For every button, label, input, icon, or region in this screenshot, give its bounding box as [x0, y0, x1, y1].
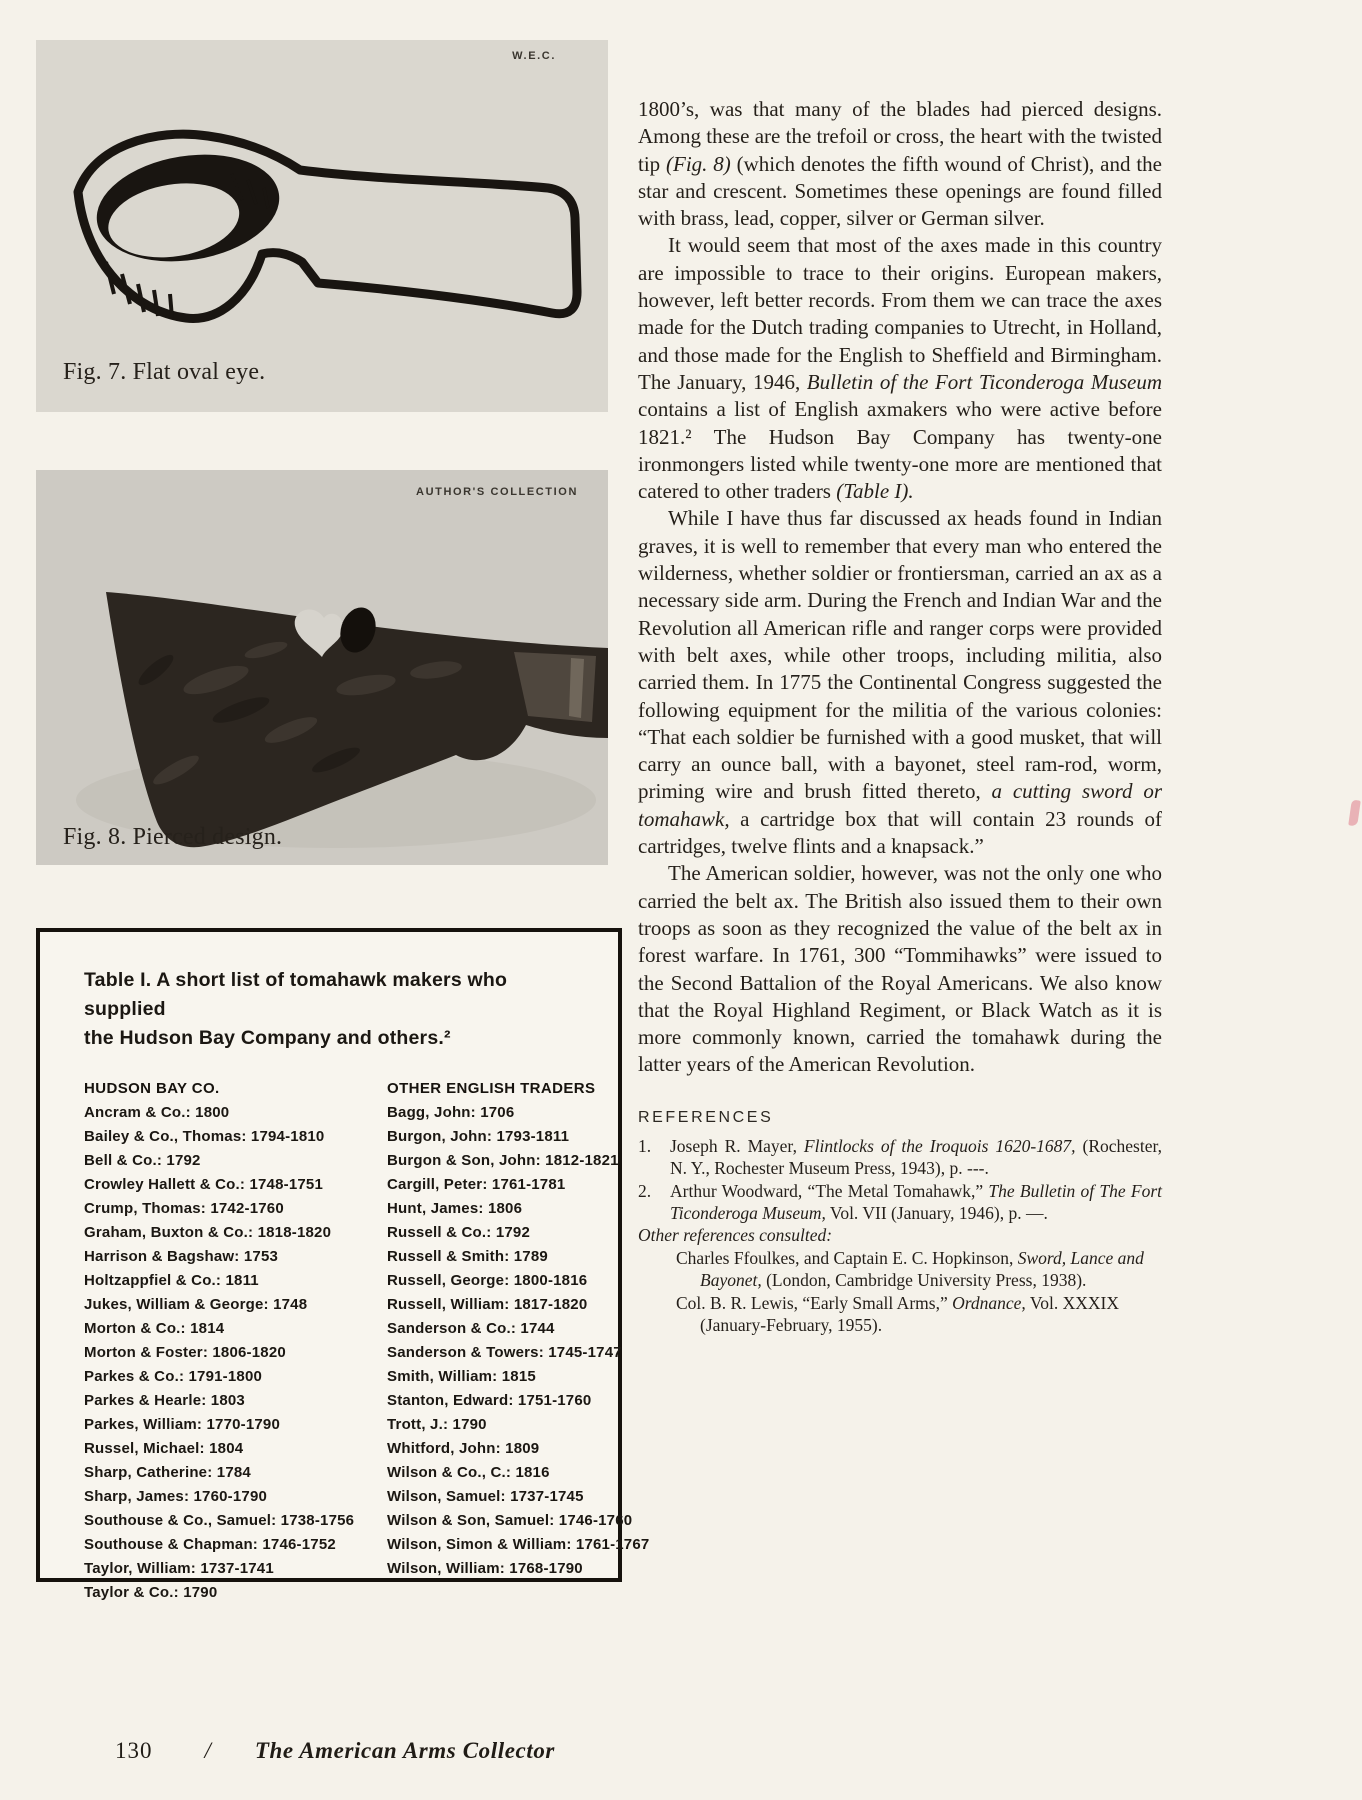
table-entry: Wilson, Samuel: 1737-1745	[387, 1488, 584, 1505]
table-entry: Crump, Thomas: 1742-1760	[84, 1200, 284, 1217]
other-references-heading: Other references consulted:	[638, 1225, 833, 1246]
table-entry: Hunt, James: 1806	[387, 1200, 523, 1217]
table-1-columns	[84, 1077, 650, 1605]
table-entry: Wilson, William: 1768-1790	[387, 1560, 583, 1577]
references-heading: REFERENCES	[638, 1108, 774, 1126]
table-entry: Graham, Buxton & Co.: 1818-1820	[84, 1224, 332, 1241]
table-entry: Cargill, Peter: 1761-1781	[387, 1176, 566, 1193]
figure-8-caption: Fig. 8. Pierced design.	[63, 824, 283, 850]
table-entry: Russell & Co.: 1792	[387, 1224, 531, 1241]
table-entry: Wilson & Co., C.: 1816	[387, 1464, 550, 1481]
table-entry: Bagg, John: 1706	[387, 1104, 515, 1121]
body-paragraph: The American soldier, however, was not the only one who carried the belt ax. The British also issued them to their own troops as soon as they recognized the value of the belt ax in forest warfare. In 1761, 300 “Tommihawks” were issued to the Second Battalion of the Royal Americans. We also know that the Royal Highland Regiment, or Black Watch as it is more commonly known, carried the tomahawk during the latter years of the American Revolution.	[638, 861, 1162, 1077]
table-entry: Bailey & Co., Thomas: 1794-1810	[84, 1128, 325, 1145]
table-entry: Morton & Foster: 1806-1820	[84, 1344, 286, 1361]
table-entry: Sharp, Catherine: 1784	[84, 1464, 251, 1481]
table-entry: Burgon, John: 1793-1811	[387, 1128, 570, 1145]
figure-8	[36, 470, 608, 865]
reference-number: 1.	[638, 1135, 652, 1156]
reference-item	[638, 1180, 1162, 1225]
table-entry: Jukes, William & George: 1748	[84, 1296, 308, 1313]
table-column-header: HUDSON BAY CO.	[84, 1080, 220, 1097]
body-text-column	[638, 96, 1162, 1336]
table-entry: Russell, William: 1817-1820	[387, 1296, 588, 1313]
body-paragraph: 1800’s, was that many of the blades had pierced designs. Among these are the trefoil or cross, the heart with the twisted tip (Fig. 8) (which denotes the fifth wound of Christ), and the star and crescent. Sometimes these openings are found filled with brass, lead, copper, silver or German silver.	[638, 97, 1162, 231]
reference-text: Joseph R. Mayer, Flintlocks of the Iroquois 1620-1687, (Rochester, N. Y., Rochester Museum Press, 1943), p. ---.	[670, 1135, 1162, 1179]
page-number: 130	[115, 1738, 153, 1763]
figure-7	[36, 40, 608, 412]
figure-7-caption: Fig. 7. Flat oval eye.	[63, 359, 266, 385]
table-entry: Sharp, James: 1760-1790	[84, 1488, 268, 1505]
table-entry: Southouse & Chapman: 1746-1752	[84, 1536, 336, 1553]
journal-title: The American Arms Collector	[254, 1738, 555, 1763]
table-1-title	[84, 966, 588, 1053]
table-entry: Taylor & Co.: 1790	[84, 1584, 218, 1601]
body-paragraph: It would seem that most of the axes made in this country are impossible to trace to their origins. European makers, however, left better records. From them we can trace the axes made for the Dutch trading companies to Utrecht, in Holland, and those made for the English to Sheffield and Birmingham. The January, 1946, Bulletin of the Fort Ticonderoga Museum contains a list of English axmakers who were active before 1821.² The Hudson Bay Company has twenty-one ironmongers listed while twenty-one more are mentioned that catered to other traders (Table I).	[638, 233, 1162, 504]
table-column-other-english	[387, 1077, 649, 1605]
table-entry: Wilson, Simon & William: 1761-1767	[387, 1536, 650, 1553]
table-entry: Southouse & Co., Samuel: 1738-1756	[84, 1512, 355, 1529]
body-paragraph: While I have thus far discussed ax heads found in Indian graves, it is well to remember that every man who entered the wilderness, whether soldier or frontiersman, carried an ax as a necessary side arm. During the French and Indian War and the Revolution all American rifle and ranger corps were provided with belt axes, while other troops, including militia, also carried them. In 1775 the Continental Congress suggested the following equipment for the militia of the various colonies: “That each soldier be furnished with a good musket, that will carry an ounce ball, with a bayonet, steel ram-rod, worm, priming wire and brush fitted thereto, a cutting sword or tomahawk, a cartridge box that will contain 23 rounds of cartridges, twelve flints and a knapsack.”	[638, 506, 1163, 859]
table-column-header: OTHER ENGLISH TRADERS	[387, 1080, 596, 1097]
table-entry: Bell & Co.: 1792	[84, 1152, 201, 1169]
pink-proof-mark	[1348, 800, 1361, 827]
other-reference-item: Col. B. R. Lewis, “Early Small Arms,” Ordnance, Vol. XXXIX (January-February, 1955).	[676, 1292, 1119, 1335]
table-entry: Russel, Michael: 1804	[84, 1440, 244, 1457]
footer-separator: /	[204, 1738, 211, 1763]
table-entry: Taylor, William: 1737-1741	[84, 1560, 274, 1577]
other-reference-item: Charles Ffoulkes, and Captain E. C. Hopkinson, Sword, Lance and Bayonet, (London, Cambridge University Press, 1938).	[676, 1247, 1144, 1291]
table-1	[36, 928, 650, 1601]
table-entry: Morton & Co.: 1814	[84, 1320, 225, 1337]
table-entry: Holtzappfiel & Co.: 1811	[84, 1272, 259, 1289]
table-entry: Smith, William: 1815	[387, 1368, 536, 1385]
table-entry: Whitford, John: 1809	[387, 1440, 540, 1457]
flat-oval-eye-drawing	[36, 40, 608, 412]
table-entry: Parkes & Co.: 1791-1800	[84, 1368, 263, 1385]
table-entry: Burgon & Son, John: 1812-1821	[387, 1152, 619, 1169]
table-column-entries	[387, 1101, 649, 1581]
table-entry: Sanderson & Co.: 1744	[387, 1320, 555, 1337]
table-entry: Wilson & Son, Samuel: 1746-1760	[387, 1512, 633, 1529]
pierced-ax-photo	[36, 470, 608, 865]
table-entry: Parkes & Hearle: 1803	[84, 1392, 245, 1409]
table-1-title-line2: the Hudson Bay Company and others.²	[84, 1027, 451, 1049]
figure-8-credit: AUTHOR'S COLLECTION	[416, 486, 578, 498]
figure-7-credit: W.E.C.	[512, 50, 556, 62]
reference-item	[638, 1135, 1162, 1180]
page-footer	[115, 1738, 555, 1764]
table-column-entries	[84, 1101, 387, 1605]
table-entry: Stanton, Edward: 1751-1760	[387, 1392, 592, 1409]
table-1-title-line1: Table I. A short list of tomahawk makers who supplied	[84, 969, 508, 1020]
table-entry: Russell & Smith: 1789	[387, 1248, 548, 1265]
reference-number: 2.	[638, 1180, 652, 1201]
table-entry: Parkes, William: 1770-1790	[84, 1416, 281, 1433]
table-entry: Russell, George: 1800-1816	[387, 1272, 588, 1289]
table-entry: Trott, J.: 1790	[387, 1416, 487, 1433]
table-entry: Crowley Hallett & Co.: 1748-1751	[84, 1176, 323, 1193]
reference-text: Arthur Woodward, “The Metal Tomahawk,” The Bulletin of The Fort Ticonderoga Museum, Vol. VII (January, 1946), p. —.	[670, 1180, 1163, 1223]
table-column-hudson-bay	[84, 1077, 387, 1605]
table-entry: Ancram & Co.: 1800	[84, 1104, 230, 1121]
table-entry: Harrison & Bagshaw: 1753	[84, 1248, 279, 1265]
table-entry: Sanderson & Towers: 1745-1747	[387, 1344, 622, 1361]
